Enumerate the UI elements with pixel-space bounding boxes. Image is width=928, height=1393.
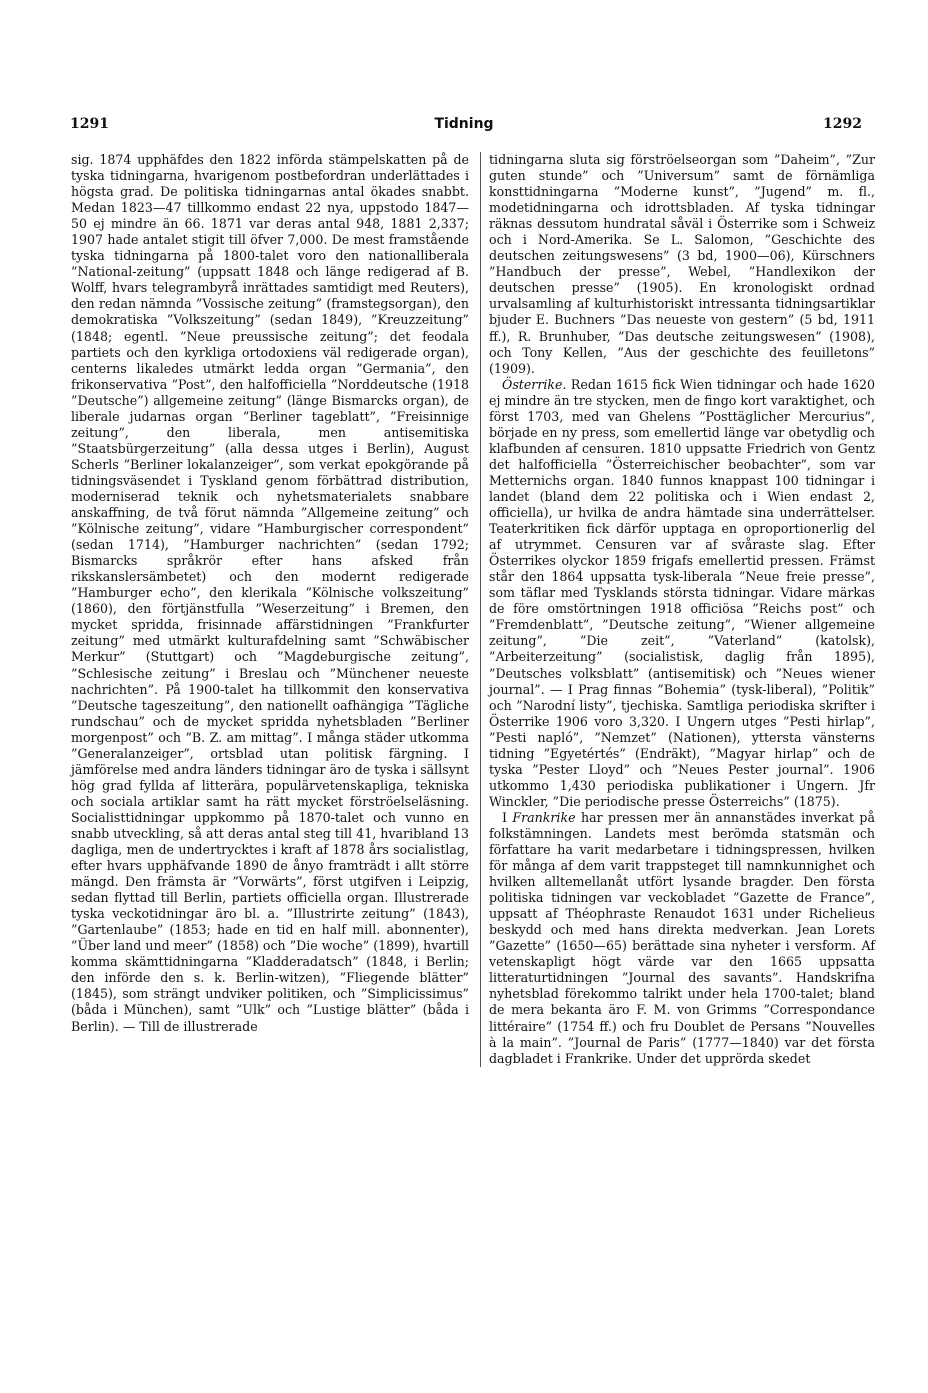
france-intro: I [502, 809, 513, 825]
page-header [0, 116, 928, 138]
left-column-text: sig. 1874 upphäfdes den 1822 införda stämpelskatten på de tyska tidningarna, hvarigenom postbefordran underlättades i högsta grad. De politiska tidningarnas antal ökades snabbt. Medan 1823—47 tillkommo endast 22 nya, uppstodo 1847—50 ej mindre än 66. 1871 var deras antal 948, 1881 2,337; 1907 hade antalet stigit till öfver 7,000. De mest framstående tyska tidningarna på 1800-talet voro den nationalliberala ”National-zeitung” (uppsatt 1848 och länge redigerad af B. Wolff, hvars telegrambyrå inrättades samtidigt med Reuters), den redan nämnda ”Vossische zeitung” (framstegsorgan), den demokratiska ”Volkszeitung” (sedan 1849), ”Kreuzzeitung” (1848; egentl. ”Neue preussische zeitung”; det feodala partiets och den kyrkliga ortodoxiens väl redigerade organ), centerns likaledes utmärkt ledda organ ”Germania”, den frikonservativa ”Post”, den halfofficiella ”Norddeutsche (1918 ”Deutsche”) allgemeine zeitung” (länge Bismarcks organ), de liberale judarnas organ ”Berliner tageblatt”, ”Freisinnige zeitung”, den liberala, men antisemitiska ”Staatsbürgerzeitung” (alla dessa utges i Berlin), August Scherls ”Berliner lokalanzeiger”, som verkat epokgörande på tidningsväsendet i Tyskland genom förbättrad distribution, moderniserad teknik och nyhetsmaterialets snabbare anskaffning, de två förut nämnda ”Allgemeine zeitung” och ”Kölnische zeitung”, vidare ”Hamburgischer correspondent” (sedan 1714), ”Hamburger nachrichten” (sedan 1792; Bismarcks språkrör efter hans afsked från rikskanslersämbetet) och den modernt redigerade ”Hamburger echo”, den klerikala ”Kölnische volkszeitung” (1860), den förtjänstfulla ”Weserzeitung” i Bremen, den mycket spridda, frisinnade affärstidningen ”Frankfurter zeitung” med utmärkt kulturafdelning samt ”Schwäbischer Merkur” (Stuttgart) och ”Magdeburgische zeitung”, ”Schlesische zeitung” i Breslau och ”Münchener neueste nachrichten”. På 1900-talet ha tillkommit den konservativa ”Deutsche tageszeitung”, den nationellt oafhängiga ”Tägliche rundschau” och de mycket spridda nyhetsbladen ”Berliner morgenpost” och ”B. Z. am mittag”. I många städer utkomma ”Generalanzeiger”, ortsblad utan politisk färgning. I jämförelse med andra länders tidningar äro de tyska i sällsynt hög grad fyllda af litterära, populärvetenskapliga, tekniska och sociala artiklar samt ha rätt mycket förströelseläsning. Socialisttidningar uppkommo på 1870-talet och vunno en snabb utveckling, så att deras antal steg till 41, hvaribland 13 dagliga, men de undertrycktes i kraft af 1878 års socialistlag, efter hvars upphäfvande 1890 de ånyo framträdt i allt större mängd. Den främsta är ”Vorwärts”, först utgifven i Leipzig, sedan flyttad till Berlin, partiets officiella organ. Illustrerade tyska veckotidningar äro bl. a. ”Illustrirte zeitung” (1843), ”Gartenlaube” (1853; hade en tid en half mill. abonnenter), ”Über land und meer” (1858) och ”Die woche” (1899), hvartill komma skämttidningarna ”Kladderadatsch” (1848, i Berlin; den införde den s. k. Berlin-witzen), ”Fliegende blätter” (1845), som strängt undviker politiken, och ”Simplicissimus” (båda i München), samt ”Ulk” och ”Lustige blätter” (båda i Berlin). — Till de illustrerade [71, 152, 469, 1034]
running-title: Tidning [434, 116, 494, 132]
page-number-right: 1292 [823, 116, 862, 132]
right-para-france [489, 810, 875, 1067]
france-heading: Frankrike [512, 809, 576, 825]
left-column [71, 152, 469, 1035]
right-para-1: tidningarna sluta sig förströelseorgan som ”Daheim”, ”Zur guten stunde” och ”Universum” samt de förnämliga konsttidningarna ”Moderne kunst”, ”Jugend” m. fl., modetidningarna och idrottsbladen. Af tyska tidningar räknas dessutom hundratal såväl i Österrike som i Schweiz och i Nord-Amerika. Se L. Salomon, ”Geschichte des deutschen zeitungswesens” (3 bd, 1900—06), Kürschners ”Handbuch der presse”, Webel, ”Handlexikon der deutschen presse” (1905). En kronologiskt ordnad urvalsamling af kulturhistoriskt intressanta tidningsartiklar bjuder E. Buchners ”Das neueste von gestern” (5 bd, 1911 ff.), R. Brunhuber, ”Das deutsche zeitungswesen” (1908), och Tony Kellen, ”Aus der geschichte des feuilletons” (1909). [489, 152, 875, 376]
right-column [480, 152, 875, 1067]
page-number-left: 1291 [70, 116, 109, 132]
austria-text: Redan 1615 fick Wien tidningar och hade 1620 ej mindre än tre stycken, men de fingo kort varaktighet, och först 1703, med van Ghelens ”Posttäglicher Mercurius”, började en ny press, som emellertid länge var obetydlig och klafbunden af censuren. 1810 uppsatte Friedrich von Gentz det halfofficiella ”Österreichischer beobachter”, som var Metternichs organ. 1840 funnos knappast 100 tidningar i landet (bland dem 22 politiska och i Wien endast 2, officiella), ur hvilka de andra hämtade sina underrättelser. Teaterkritiken fick därför upptaga en oproportionerlig del af utrymmet. Censuren var af svåraste slag. Efter Österrikes olyckor 1859 frigafs emellertid pressen. Främst står den 1864 uppsatta tysk-liberala ”Neue freie presse”, som täflar med Tysklands största tidningar. Vidare märkas de före omstörtningen 1918 officiösa ”Reichs post” och ”Fremdenblatt”, ”Deutsche zeitung”, ”Wiener allgemeine zeitung”, ”Die zeit”, ”Vaterland” (katolsk), ”Arbeiterzeitung” (socialistisk, daglig från 1895), ”Deutsches volksblatt” (antisemitisk) och ”Neues wiener journal”. — I Prag finnas ”Bohemia” (tysk-liberal), ”Politik” och ”Narodní listy”, tjechiska. Samtliga periodiska skrifter i Österrike 1906 voro 3,320. I Ungern utges ”Pesti hirlap”, ”Pesti napló”, ”Nemzet” (Nationen), yttersta vänsterns tidning ”Egyetértés” (Endräkt), ”Magyar hirlap” och de tyska ”Pester Lloyd” och ”Neues Pester journal”. 1906 utkommo 1,430 periodiska publikationer i Ungern. Jfr Winckler, ”Die periodische presse Österreichs” (1875). [489, 376, 875, 809]
right-para-austria [489, 377, 875, 810]
france-text: har pressen mer än annanstädes inverkat på folkstämningen. Landets mest berömda statsmän och författare ha varit medarbetare i tidningspressen, hvilken för många af dem varit trappsteget till namnkunnighet och hvilken alltemellanåt utfört lysande bragder. Den första politiska tidningen var veckobladet ”Gazette de France”, uppsatt af Théophraste Renaudot 1631 under Richelieus beskydd och med hans direkta medverkan. Jean Lorets ”Gazette” (1650—65) berättade sina nyheter i versform. Af vetenskapligt högt värde var den 1665 uppsatta litteraturtidningen ”Journal des savants”. Handskrifna nyhetsblad förekommo talrikt under hela 1700-talet; bland de mera bekanta äro F. M. von Grimms ”Correspondance littéraire” (1754 ff.) och fru Doublet de Persans ”Nouvelles à la main”. ”Journal de Paris” (1777—1840) var det första dagbladet i Frankrike. Under det upprörda skedet [489, 809, 875, 1066]
austria-heading: Österrike. [502, 376, 567, 392]
